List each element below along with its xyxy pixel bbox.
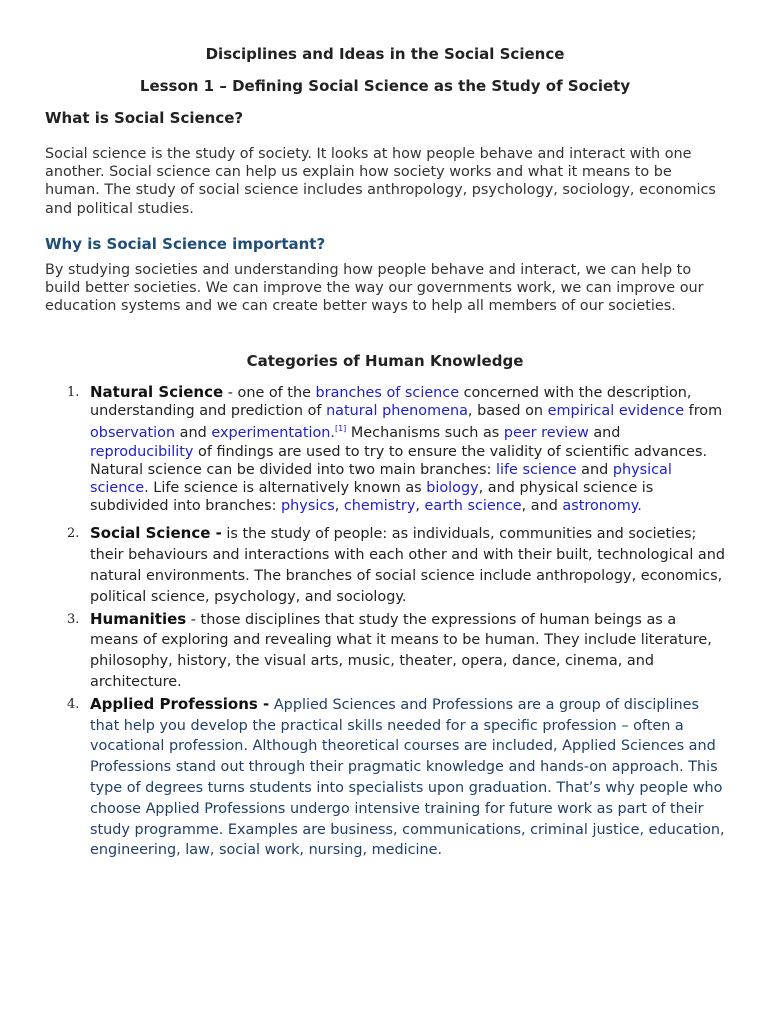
link-natural-phenomena[interactable]: natural phenomena (326, 403, 468, 420)
text: . Life science is alternatively known as (144, 480, 427, 497)
what-paragraph: Social science is the study of society. It looks at how people behave and interact with one another. Social science can help us explain how society works and what it means to be human. The study of social science includes anthropology, psychology, sociology, economics and political studies. (45, 146, 716, 217)
text: . (637, 498, 642, 515)
link-reproducibility[interactable]: reproducibility (90, 443, 194, 460)
text: , based on (467, 403, 548, 420)
link-life-science[interactable]: life science (495, 461, 577, 478)
lesson-title: Lesson 1 – Defining Social Science as the Study of Society (139, 77, 631, 95)
term-applied-professions: Applied Professions - (90, 694, 270, 713)
link-earth-science[interactable]: earth science (424, 498, 522, 515)
why-heading: Why is Social Science important? (45, 235, 326, 253)
text: and (175, 425, 212, 442)
link-observation[interactable]: observation (90, 425, 176, 442)
term-social-science: Social Science - (90, 524, 222, 543)
humanities-text: - those disciplines that study the expressions of human beings as a means of exploring and revealing what it means to be human. They include literature, philosophy, history, the visual arts, music, theater, opera, dance, cinema, and architecture. (90, 611, 712, 690)
list-item-humanities (45, 609, 725, 693)
link-biology[interactable]: biology (426, 480, 479, 497)
link-chemistry[interactable]: chemistry (343, 498, 416, 515)
link-peer-review[interactable]: peer review (503, 425, 589, 442)
text: and (588, 425, 621, 442)
link-physics[interactable]: physics (281, 498, 335, 515)
list-item-natural-science (45, 383, 725, 515)
link-astronomy[interactable]: astronomy (562, 498, 638, 515)
list-item-social-science (45, 523, 725, 607)
text: , and (521, 498, 563, 515)
text: , (334, 498, 344, 515)
text: of findings are used to try to ensure the validity of scientific advances. Natural science can be divided into two main branches: (90, 443, 708, 478)
social-science-text: is the study of people: as individuals, communities and societies; their behaviours and interactions with each other and with their built, technological and natural environments. The branches of social science include anthropology, economics, political science, psychology, and sociology. (90, 526, 725, 605)
document-title: Disciplines and Ideas in the Social Science (205, 45, 565, 63)
link-experimentation[interactable]: experimentation (211, 425, 331, 442)
text: . (330, 425, 335, 442)
applied-professions-text: Applied Sciences and Professions are a group of disciplines that help you develop the practical skills needed for a specific profession – often a vocational profession. Although theoretical courses are included, Applied Sciences and Professions stand out through their pragmatic knowledge and hands-on approach. This type of degrees turns students into specialists upon graduation. That’s why people who choose Applied Professions undergo intensive training for future work as part of their study programme. Examples are business, communications, criminal justice, education, engineering, law, social work, nursing, medicine. (90, 696, 725, 859)
list-number: 3. (67, 611, 80, 627)
text: , (415, 498, 425, 515)
categories-heading: Categories of Human Knowledge (246, 352, 524, 370)
list-number: 1. (67, 385, 80, 400)
text: from (684, 403, 723, 420)
link-physical-science[interactable]: physical science (90, 461, 672, 497)
text: and (576, 461, 613, 478)
text: concerned with the description, understanding and prediction of (90, 385, 692, 420)
categories-list (45, 383, 725, 862)
list-number: 2. (67, 526, 80, 542)
list-number: 4. (67, 696, 80, 712)
link-branches-of-science[interactable]: branches of science (315, 385, 460, 401)
footnote-link[interactable]: [1] (334, 424, 347, 434)
link-empirical-evidence[interactable]: empirical evidence (547, 403, 685, 420)
list-item-applied-professions (45, 694, 725, 861)
why-paragraph: By studying societies and understanding how people behave and interact, we can help to build better societies. We can improve the way our governments work, we can improve our education systems and we can create better ways to help all members of our societies. (45, 262, 704, 315)
text: , and physical science is subdivided into branches: (90, 480, 654, 515)
text: - one of the (223, 385, 316, 401)
term-humanities: Humanities (90, 609, 187, 628)
text: Mechanisms such as (346, 425, 504, 442)
what-heading: What is Social Science? (45, 109, 244, 127)
term-natural-science: Natural Science (90, 383, 224, 401)
